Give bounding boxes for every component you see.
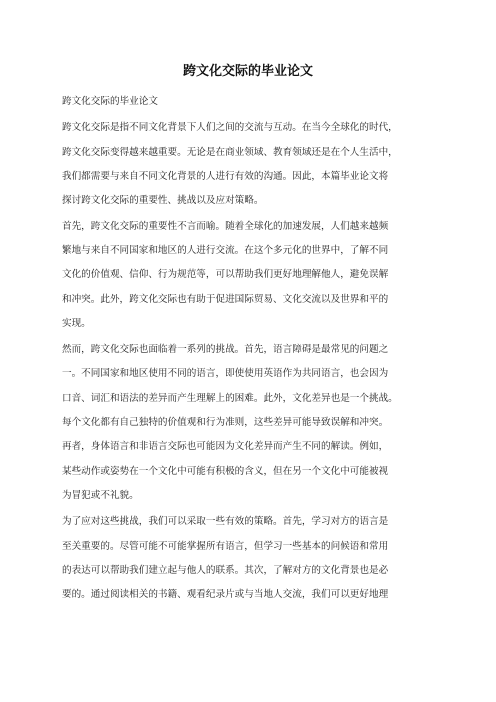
subtitle-line: 跨文化交际的毕业论文: [62, 96, 158, 107]
paragraph-line: 一。不同国家和地区使用不同的语言，即使使用英语作为共同语言，也会因为: [62, 368, 389, 379]
paragraph-line: 的表达可以帮助我们建立起与他人的联系。其次，了解对方的文化背景也是必: [62, 565, 389, 576]
paragraph-line: 再者，身体语言和非语言交际也可能因为文化差异而产生不同的解读。例如，: [62, 441, 389, 452]
paragraph-line: 要的。通过阅读相关的书籍、观看纪录片或与当地人交流，我们可以更好地理: [62, 589, 389, 600]
paragraph-line: 繁地与来自不同国家和地区的人进行交流。在这个多元化的世界中，了解不同: [62, 245, 389, 256]
paragraph-line: 实现。: [62, 318, 91, 329]
paragraph-line: 每个文化都有自己独特的价值观和行为准则，这些差异可能导致误解和冲突。: [62, 417, 389, 428]
paragraph-line: 首先，跨文化交际的重要性不言而喻。随着全球化的加速发展，人们越来越频: [62, 221, 389, 232]
paragraph-line: 为了应对这些挑战，我们可以采取一些有效的策略。首先，学习对方的语言是: [62, 516, 389, 527]
paragraph-line: 某些动作或姿势在一个文化中可能有积极的含义，但在另一个文化中可能被视: [62, 466, 389, 477]
paragraph-line: 跨文化交际变得越来越重要。无论是在商业领域、教育领域还是在个人生活中，: [62, 147, 398, 158]
paragraph-line: 跨文化交际是指不同文化背景下人们之间的交流与互动。在当今全球化的时代，: [62, 122, 398, 133]
paragraph-line: 文化的价值观、信仰、行为规范等，可以帮助我们更好地理解他人，避免误解: [62, 269, 389, 280]
paragraph-line: 和冲突。此外，跨文化交际也有助于促进国际贸易、文化交流以及世界和平的: [62, 294, 389, 305]
paragraph-line: 我们都需要与来自不同文化背景的人进行有效的沟通。因此，本篇毕业论文将: [62, 171, 389, 182]
paragraph-line: 至关重要的。尽管可能不可能掌握所有语言，但学习一些基本的问候语和常用: [62, 541, 389, 552]
paragraph-line: 口音、词汇和语法的差异而产生理解上的困难。此外，文化差异也是一个挑战。: [62, 393, 398, 404]
document-title: 跨文化交际的毕业论文: [182, 64, 313, 79]
paragraph-line: 为冒犯或不礼貌。: [62, 490, 139, 501]
paragraph-line: 探讨跨文化交际的重要性、挑战以及应对策略。: [62, 195, 264, 206]
paragraph-line: 然而，跨文化交际也面临着一系列的挑战。首先，语言障碍是最常见的问题之: [62, 344, 389, 355]
